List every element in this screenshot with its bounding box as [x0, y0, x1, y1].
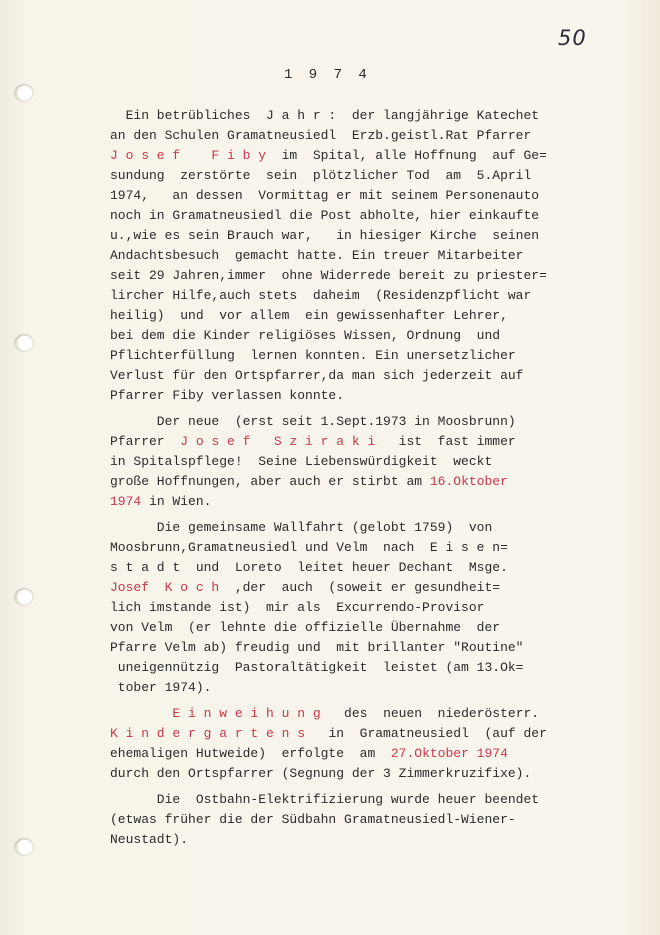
text-segment: bei dem die Kinder religiöses Wissen, Ordnung und — [110, 328, 501, 343]
text-segment: ehemaligen Hutweide) erfolgte am — [110, 746, 391, 761]
text-line — [110, 206, 590, 226]
highlighted-text: 16.Oktober — [429, 474, 508, 489]
text-segment: noch in Gramatneusiedl die Post abholte, hier einkaufte — [110, 208, 540, 223]
text-segment: lircher Hilfe,auch stets daheim (Residenzpflicht war — [110, 288, 532, 303]
text-segment: im Spital, alle Hoffnung auf Ge= — [266, 148, 547, 163]
text-segment: Verlust für den Ortspfarrer,da man sich jederzeit auf — [110, 368, 524, 383]
highlighted-text: 27.Oktober 1974 — [390, 746, 508, 761]
document-body — [110, 106, 590, 850]
text-line — [110, 412, 590, 432]
text-line — [110, 286, 590, 306]
text-segment: Neustadt). — [110, 832, 189, 847]
text-line — [110, 744, 590, 764]
text-segment: Ein betrübliches J a h r : der langjährige Katechet — [110, 108, 540, 123]
text-line — [110, 126, 590, 146]
text-segment: 1974, an dessen Vormittag er mit seinem Personenauto — [110, 188, 540, 203]
text-segment: Moosbrunn,Gramatneusiedl und Velm nach E i s e n= — [110, 540, 508, 555]
text-segment: große Hoffnungen, aber auch er stirbt am — [110, 474, 430, 489]
text-segment: (etwas früher die der Südbahn Gramatneusiedl-Wiener- — [110, 812, 516, 827]
page-number: 50 — [558, 26, 587, 50]
punch-hole — [14, 838, 34, 856]
text-line — [110, 266, 590, 286]
text-segment: Pfarre Velm ab) freudig und mit brillanter "Routine" — [110, 640, 524, 655]
paragraph — [110, 704, 590, 784]
text-segment: in Spitalspflege! Seine Liebenswürdigkeit weckt — [110, 454, 493, 469]
text-segment: Die gemeinsame Wallfahrt (gelobt 1759) von — [110, 520, 493, 535]
text-segment: sundung zerstörte sein plötzlicher Tod am 5.April — [110, 168, 532, 183]
text-line — [110, 704, 590, 724]
text-line — [110, 326, 590, 346]
paragraph — [110, 412, 590, 512]
text-line — [110, 790, 590, 810]
text-line — [110, 226, 590, 246]
text-line — [110, 492, 590, 512]
heading-year: 1 9 7 4 — [284, 67, 371, 83]
text-segment: ,der auch (soweit er gesundheit= — [219, 580, 501, 595]
text-line — [110, 246, 590, 266]
text-segment: lich imstande ist) mir als Excurrendo-Provisor — [110, 600, 485, 615]
text-segment: in Gramatneusiedl (auf der — [305, 726, 547, 741]
text-line — [110, 472, 590, 492]
text-segment — [110, 706, 172, 721]
text-segment: tober 1974). — [110, 680, 212, 695]
paragraph — [110, 790, 590, 850]
text-segment: Die Ostbahn-Elektrifizierung wurde heuer beendet — [110, 792, 540, 807]
text-line — [110, 146, 590, 166]
text-segment: an den Schulen Gramatneusiedl Erzb.geistl.Rat Pfarrer — [110, 128, 532, 143]
text-line — [110, 658, 590, 678]
text-segment: Pfarrer Fiby verlassen konnte. — [110, 388, 345, 403]
text-line — [110, 452, 590, 472]
text-line — [110, 306, 590, 326]
text-line — [110, 618, 590, 638]
text-line — [110, 578, 590, 598]
text-line — [110, 346, 590, 366]
text-line — [110, 366, 590, 386]
text-line — [110, 764, 590, 784]
text-segment: des neuen niederösterr. — [320, 706, 540, 721]
punch-hole — [14, 84, 34, 102]
text-segment: heilig) und vor allem ein gewissenhafter Lehrer, — [110, 308, 508, 323]
highlighted-text: E i n w e i h u n g — [172, 706, 321, 721]
highlighted-text: J o s e f S z i r a k i — [180, 434, 376, 449]
text-line — [110, 186, 590, 206]
text-segment: durch den Ortspfarrer (Segnung der 3 Zimmerkruzifixe). — [110, 766, 532, 781]
text-segment: u.,wie es sein Brauch war, in hiesiger Kirche seinen — [110, 228, 540, 243]
paragraph — [110, 518, 590, 698]
highlighted-text: K i n d e r g a r t e n s — [110, 726, 306, 741]
text-line — [110, 598, 590, 618]
text-segment: von Velm (er lehnte die offizielle Übernahme der — [110, 620, 501, 635]
text-line — [110, 558, 590, 578]
text-segment: seit 29 Jahren,immer ohne Widerrede bereit zu priester= — [110, 268, 547, 283]
text-line — [110, 166, 590, 186]
highlighted-text: J o s e f F i b y — [110, 148, 267, 163]
text-line — [110, 386, 590, 406]
text-segment: Pflichterfüllung lernen konnten. Ein unersetzlicher — [110, 348, 516, 363]
text-segment: ist fast immer — [375, 434, 516, 449]
text-line — [110, 538, 590, 558]
text-line — [110, 830, 590, 850]
highlighted-text: 1974 — [110, 494, 142, 509]
punch-hole — [14, 588, 34, 606]
text-line — [110, 810, 590, 830]
punch-hole — [14, 334, 34, 352]
text-line — [110, 724, 590, 744]
text-segment: uneigennützig Pastoraltätigkeit leistet (am 13.Ok= — [110, 660, 524, 675]
text-segment: in Wien. — [141, 494, 212, 509]
paragraph — [110, 106, 590, 406]
text-segment: Andachtsbesuch gemacht hatte. Ein treuer Mitarbeiter — [110, 248, 524, 263]
text-line — [110, 106, 590, 126]
text-line — [110, 432, 590, 452]
text-line — [110, 638, 590, 658]
text-segment: s t a d t und Loreto leitet heuer Dechant Msge. — [110, 560, 508, 575]
text-line — [110, 678, 590, 698]
highlighted-text: Josef K o c h — [110, 580, 220, 595]
text-segment: Pfarrer — [110, 434, 181, 449]
text-line — [110, 518, 590, 538]
text-segment: Der neue (erst seit 1.Sept.1973 in Moosbrunn) — [110, 414, 516, 429]
